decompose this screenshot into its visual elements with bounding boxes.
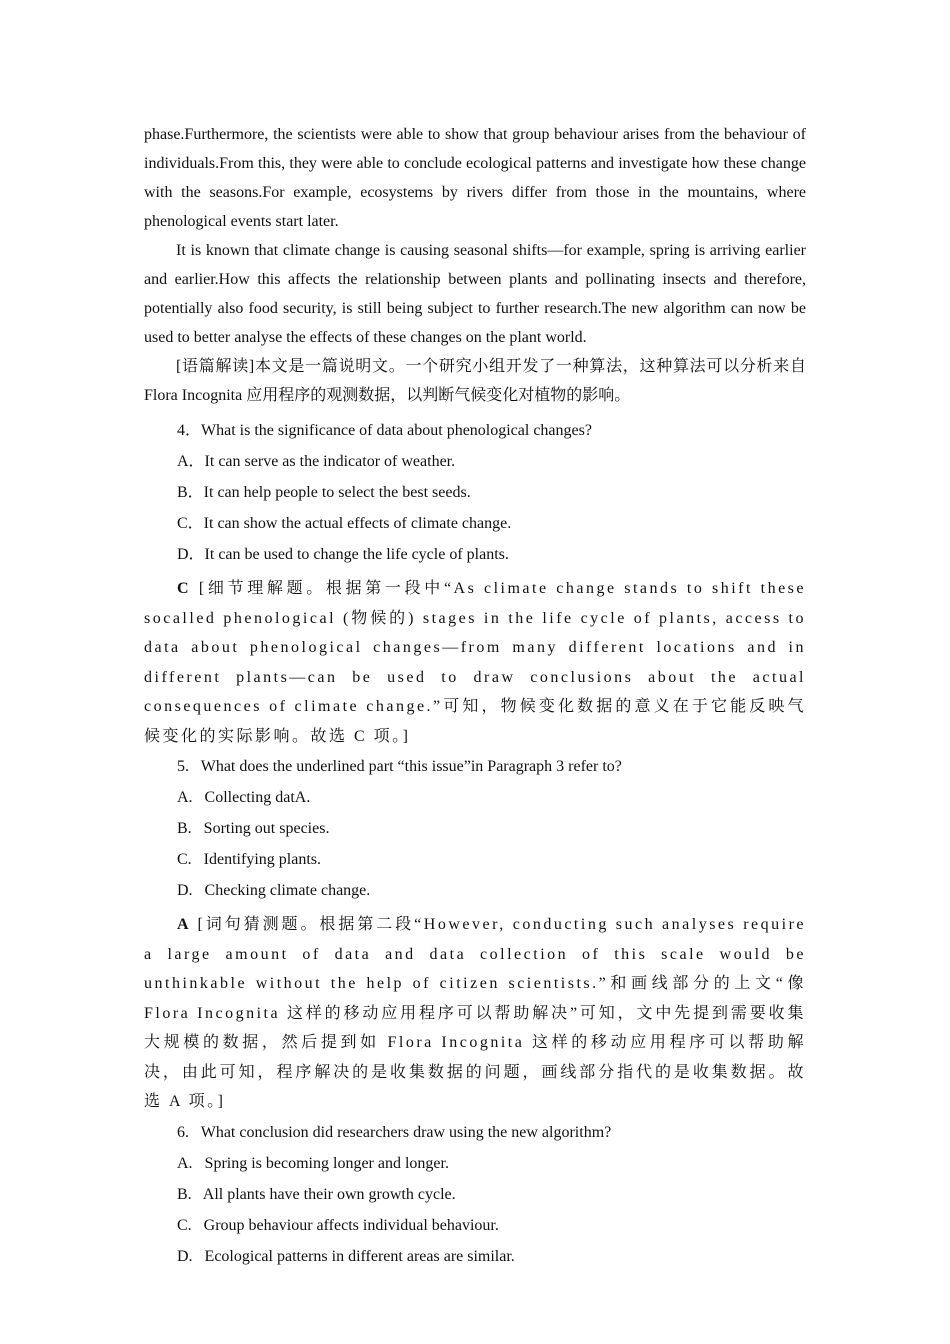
answer-key: C — [177, 580, 189, 597]
option: B. Sorting out species. — [177, 820, 330, 837]
answer-explanation — [144, 574, 806, 751]
question-stem: 4．What is the significance of data about phenological changes? — [177, 422, 592, 439]
question-stem: 6. What conclusion did researchers draw using the new algorithm? — [177, 1123, 612, 1141]
option: B. All plants have their own growth cycle. — [177, 1185, 456, 1203]
option: C. Identifying plants. — [177, 851, 321, 868]
option: A. Collecting datA. — [177, 789, 311, 806]
document-page — [144, 120, 806, 1267]
option: D. Ecological patterns in different areas are similar. — [177, 1247, 515, 1265]
passage-paragraph: phase.Furthermore, the scientists were able to show that group behaviour arises from the behaviour of individuals.From this, they were able to conclude ecological patterns and investigate how these change with the seasons.For example, ecosystems by rivers differ from those in the mountains, where phenological events start later. — [144, 126, 806, 230]
option: D. Checking climate change. — [177, 882, 371, 899]
passage-paragraph: It is known that climate change is causing seasonal shifts—for example, spring is arriving earlier and earlier.How this affects the relationship between plants and pollinating insects and therefore, potentially also food security, is still being subject to further research.The new algorithm can now be used to better analyse the effects of these changes on the plant world. — [144, 242, 806, 346]
text-interpretation — [144, 352, 806, 410]
explanation-text: [词句猜测题。根据第二段“However, conducting such analyses require a large amount of data and data collection of this scale would be unthinkable without the help of citizen scientists.”和画线部分的上文“像 Flora Incognita 这样的移动应用程序可以帮助解决”可知，文中先提到需要收集大规模的数据，然后提到如 Flora Incognita 这样的移动应用程序可以帮助解决，由此可知，程序解决的是收集数据的问题，画线部分指代的是收集数据。故选 A 项。] — [144, 916, 806, 1110]
option: A．It can serve as the indicator of weather. — [177, 453, 456, 470]
option: B．It can help people to select the best seeds. — [177, 484, 471, 501]
interpretation-label: [语篇解读] — [176, 358, 255, 375]
option: D．It can be used to change the life cycle of plants. — [177, 546, 509, 563]
question-stem: 5. What does the underlined part “this issue”in Paragraph 3 refer to? — [177, 758, 622, 775]
explanation-text: [细节理解题。根据第一段中“As climate change stands to shift these socalled phenological (物候的) stages in the life cycle of plants, access to data about phenological changes—from many different locations and in different plants—can be used to draw conclusions about the actual consequences of climate change.”可知，物候变化数据的意义在于它能反映气候变化的实际影响。故选 C 项。] — [144, 580, 806, 745]
answer-key: A — [177, 916, 189, 933]
option: A. Spring is becoming longer and longer. — [177, 1154, 449, 1172]
interpretation-text: 本文是一篇说明文。一个研究小组开发了一种算法，这种算法可以分析来自 Flora Incognita 应用程序的观测数据，以判断气候变化对植物的影响。 — [144, 358, 806, 404]
option: C. Group behaviour affects individual behaviour. — [177, 1216, 499, 1234]
option: C．It can show the actual effects of climate change. — [177, 515, 512, 532]
answer-explanation — [144, 910, 806, 1117]
